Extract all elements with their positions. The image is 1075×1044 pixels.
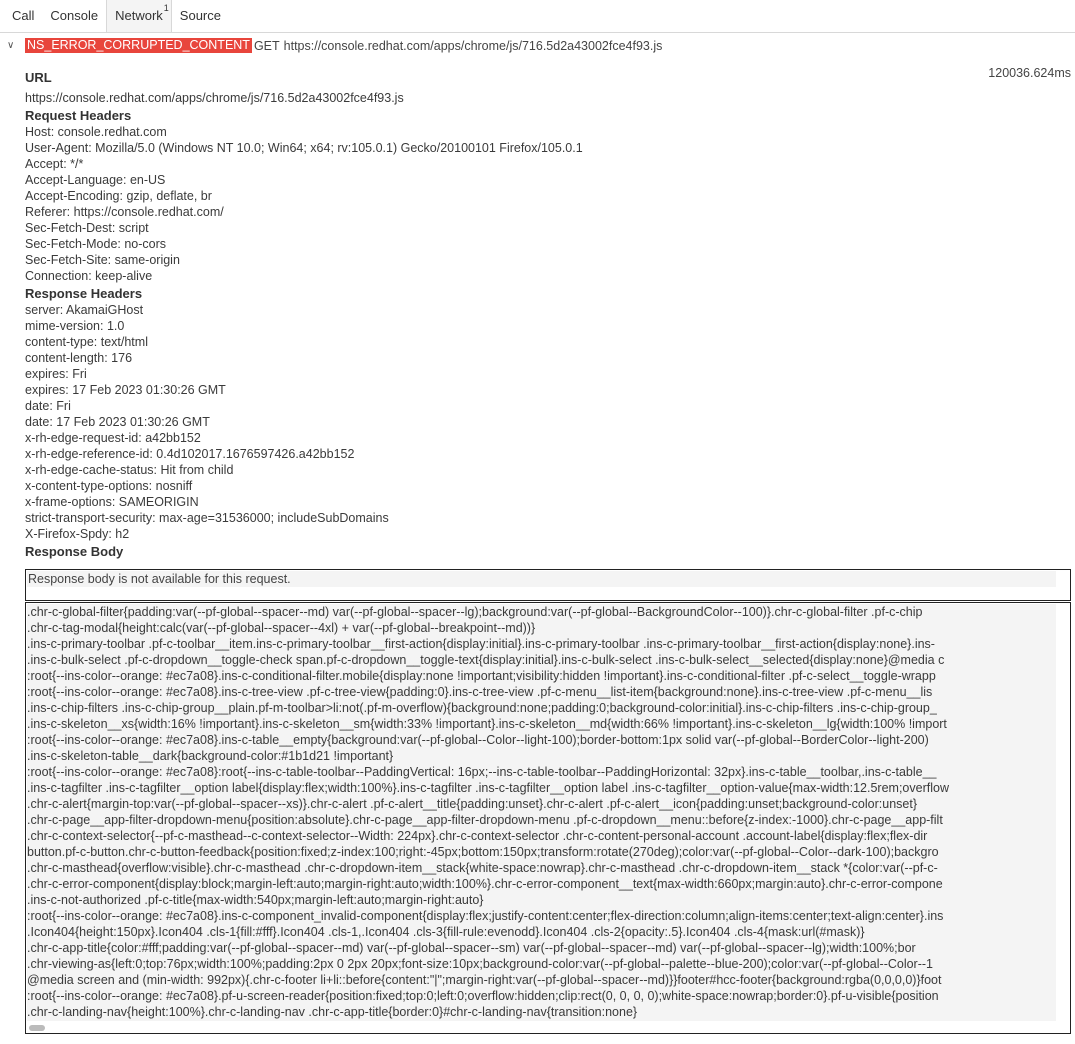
code-line: @media screen and (min-width: 992px){.chr-c-footer li+li::before{content:"|";margin-right:var(--pf-global--spacer--md)}}footer#hcc-footer{background:rgba(0,0,0,0)}foot (27, 973, 942, 987)
request-header-row: Accept: */* (25, 157, 84, 171)
code-line: .ins-c-skeleton-table__dark{background-color:#1b1d21 !important} (27, 749, 394, 763)
code-line: .chr-c-global-filter{padding:var(--pf-global--spacer--md) var(--pf-global--spacer--lg);background:var(--pf-global--BackgroundColor--100)}.chr-c-global-filter .pf-c-chip (27, 605, 923, 619)
request-header-row: User-Agent: Mozilla/5.0 (Windows NT 10.0; Win64; x64; rv:105.0.1) Gecko/20100101 Firefox/105.0.1 (25, 141, 583, 155)
code-line: .chr-c-masthead{overflow:visible}.chr-c-masthead .chr-c-dropdown-item__stack{white-space:nowrap}.chr-c-masthead .chr-c-dropdown-item__stack *{color:var(--pf-c- (27, 861, 938, 875)
code-line: :root{--ins-color--orange: #ec7a08}.ins-c-table__empty{background:var(--pf-global--Color--light-100);border-bottom:1px solid var(--pf-global--BorderColor--light-200) (27, 733, 929, 747)
code-line: .chr-viewing-as{left:0;top:76px;width:100%;padding:2px 0 2px 20px;font-size:10px;background-color:var(--pf-global--palette--blue-200);color:var(--pf-global--Color--1 (27, 957, 933, 971)
request-header-row: Sec-Fetch-Site: same-origin (25, 253, 180, 267)
tab-console-label: Console (50, 8, 99, 23)
response-headers-title: Response Headers (25, 286, 143, 301)
code-line: :root{--ins-color--orange: #ec7a08}.pf-u-screen-reader{position:fixed;top:0;left:0;overflow:hidden;clip:rect(0, 0, 0, 0);white-space:nowrap;border:0}.pf-u-visible{position (27, 989, 939, 1003)
code-line: .ins-c-skeleton__xs{width:16% !important}.ins-c-skeleton__sm{width:33% !important}.ins-c-skeleton__md{width:66% !important}.ins-c-skeleton__lg{width:100% !import (27, 717, 947, 731)
code-line: :root{--ins-color--orange: #ec7a08}.ins-c-tree-view .pf-c-tree-view{padding:0}.ins-c-tree-view .pf-c-menu__list-item{background:none}.ins-c-tree-view .pf-c-menu__lis (27, 685, 933, 699)
tab-console[interactable] (42, 0, 106, 32)
tab-source[interactable] (172, 0, 229, 32)
horizontal-scrollbar[interactable] (29, 1025, 45, 1031)
response-header-row: date: Fri (25, 399, 71, 413)
code-line: :root{--ins-color--orange: #ec7a08}.ins-c-component_invalid-component{display:flex;justify-content:center;flex-direction:column;align-items:center;text-align:center}.ins (27, 909, 944, 923)
tab-source-label: Source (179, 8, 221, 23)
source-code-panel[interactable] (25, 602, 1071, 1034)
response-header-row: expires: Fri (25, 367, 87, 381)
response-header-row: mime-version: 1.0 (25, 319, 125, 333)
tab-network-badge: 1 (163, 3, 169, 13)
response-header-row: x-content-type-options: nosniff (25, 479, 193, 493)
tab-network-label: Network (115, 8, 163, 23)
request-entry-header[interactable] (7, 38, 662, 53)
code-line: .ins-c-tagfilter .ins-c-tagfilter__option label{display:flex;width:100%}.ins-c-tagfilter .ins-c-tagfilter__option label .ins-c-tagfilter__option-value{max-width:12.5rem;overflow (27, 781, 949, 795)
code-line: .chr-c-alert{margin-top:var(--pf-global--spacer--xs)}.chr-c-alert .pf-c-alert__title{padding:unset}.chr-c-alert .pf-c-alert__icon{padding:unset;background-color:unset} (27, 797, 917, 811)
response-headers-list (25, 302, 1075, 542)
tab-call[interactable] (4, 0, 42, 32)
request-header-row: Connection: keep-alive (25, 269, 153, 283)
response-body-title: Response Body (25, 544, 124, 559)
request-headers-list (25, 124, 1075, 284)
request-details (25, 68, 1075, 560)
response-body-box (25, 569, 1071, 601)
code-line: .ins-c-primary-toolbar .pf-c-toolbar__item.ins-c-primary-toolbar__first-action{display:initial}.ins-c-primary-toolbar .ins-c-primary-toolbar__first-action{display:none}.ins- (27, 637, 935, 651)
request-header-row: Accept-Encoding: gzip, deflate, br (25, 189, 212, 203)
response-header-row: x-frame-options: SAMEORIGIN (25, 495, 199, 509)
tab-call-label: Call (12, 8, 35, 23)
request-url: https://console.redhat.com/apps/chrome/js/716.5d2a43002fce4f93.js (283, 38, 663, 53)
code-line: .ins-c-bulk-select .pf-c-dropdown__toggle-check span.pf-c-dropdown__toggle-text{display:initial}.ins-c-bulk-select .ins-c-bulk-select__selected{display:none}@media c (27, 653, 945, 667)
code-line: .chr-c-tag-modal{height:calc(var(--pf-global--spacer--4xl) + var(--pf-global--breakpoint--md))} (27, 621, 536, 635)
url-value: https://console.redhat.com/apps/chrome/js/716.5d2a43002fce4f93.js (25, 91, 404, 105)
code-line: :root{--ins-color--orange: #ec7a08}:root{--ins-c-table-toolbar--PaddingVertical: 16px;--ins-c-table-toolbar--PaddingHorizontal: 32px}.ins-c-table__toolbar,.ins-c-table__ (27, 765, 937, 779)
request-header-row: Accept-Language: en-US (25, 173, 166, 187)
error-badge: NS_ERROR_CORRUPTED_CONTENT (27, 38, 250, 52)
code-line: .chr-c-context-selector{--pf-c-masthead--c-context-selector--Width: 224px}.chr-c-context-selector .chr-c-content-personal-account .account-label{display:flex;flex-dir (27, 829, 928, 843)
code-line: :root{--ins-color--orange: #ec7a08}.ins-c-conditional-filter.mobile{display:none !important;visibility:hidden !important}.ins-c-conditional-filter .pf-c-select__toggle-wrapp (27, 669, 936, 683)
code-line: .chr-c-app-title{color:#fff;padding:var(--pf-global--spacer--md) var(--pf-global--spacer--sm) var(--pf-global--spacer--md) var(--pf-global--spacer--lg);width:100%;bor (27, 941, 916, 955)
chevron-down-icon[interactable]: ∨ (7, 40, 15, 51)
tab-network[interactable] (106, 0, 172, 32)
response-body-message: Response body is not available for this request. (27, 571, 1056, 587)
response-header-row: x-rh-edge-cache-status: Hit from child (25, 463, 234, 477)
response-header-row: server: AkamaiGHost (25, 303, 144, 317)
request-header-row: Sec-Fetch-Mode: no-cors (25, 237, 167, 251)
code-line: .chr-c-page__app-filter-dropdown-menu{position:absolute}.chr-c-page__app-filter-dropdown-menu .pf-c-dropdown__menu::before{z-index:-1000}.chr-c-page__app-filt (27, 813, 943, 827)
response-header-row: date: 17 Feb 2023 01:30:26 GMT (25, 415, 210, 429)
request-header-row: Referer: https://console.redhat.com/ (25, 205, 224, 219)
request-method: GET (253, 38, 280, 53)
request-headers-title: Request Headers (25, 108, 132, 123)
code-line: .ins-c-chip-filters .ins-c-chip-group__plain.pf-m-toolbar>li:not(.pf-m-overflow){background:none;padding:0;background-color:initial}.ins-c-chip-filters .ins-c-chip-group_ (27, 701, 937, 715)
devtools-tabbar (0, 0, 1075, 33)
source-code-content (27, 604, 1056, 1021)
response-header-row: x-rh-edge-reference-id: 0.4d102017.1676597426.a42bb152 (25, 447, 355, 461)
request-timing: 120036.624ms (988, 66, 1071, 80)
response-header-row: x-rh-edge-request-id: a42bb152 (25, 431, 201, 445)
response-header-row: content-length: 176 (25, 351, 133, 365)
code-line: .chr-c-landing-nav{height:100%}.chr-c-landing-nav .chr-c-app-title{border:0}#chr-c-landing-nav{transition:none} (27, 1005, 638, 1019)
request-header-row: Sec-Fetch-Dest: script (25, 221, 149, 235)
response-header-row: content-type: text/html (25, 335, 148, 349)
request-header-row: Host: console.redhat.com (25, 125, 167, 139)
code-line: button.pf-c-button.chr-c-button-feedback{position:fixed;z-index:100;right:-45px;bottom:150px;transform:rotate(270deg);color:var(--pf-global--Color--dark-100);backgro (27, 845, 939, 859)
url-section-title: URL (25, 70, 52, 85)
response-header-row: expires: 17 Feb 2023 01:30:26 GMT (25, 383, 226, 397)
response-header-row: strict-transport-security: max-age=31536000; includeSubDomains (25, 511, 389, 525)
code-line: .Icon404{height:150px}.Icon404 .cls-1{fill:#fff}.Icon404 .cls-1,.Icon404 .cls-3{fill-rule:evenodd}.Icon404 .cls-2{opacity:.5}.Icon404 .cls-4{mask:url(#mask)} (27, 925, 865, 939)
code-line: .ins-c-not-authorized .pf-c-title{max-width:540px;margin-left:auto;margin-right:auto} (27, 893, 484, 907)
response-header-row: X-Firefox-Spdy: h2 (25, 527, 130, 541)
code-line: .chr-c-error-component{display:block;margin-left:auto;margin-right:auto;width:100%}.chr-c-error-component__text{max-width:660px;margin:auto}.chr-c-error-compone (27, 877, 943, 891)
